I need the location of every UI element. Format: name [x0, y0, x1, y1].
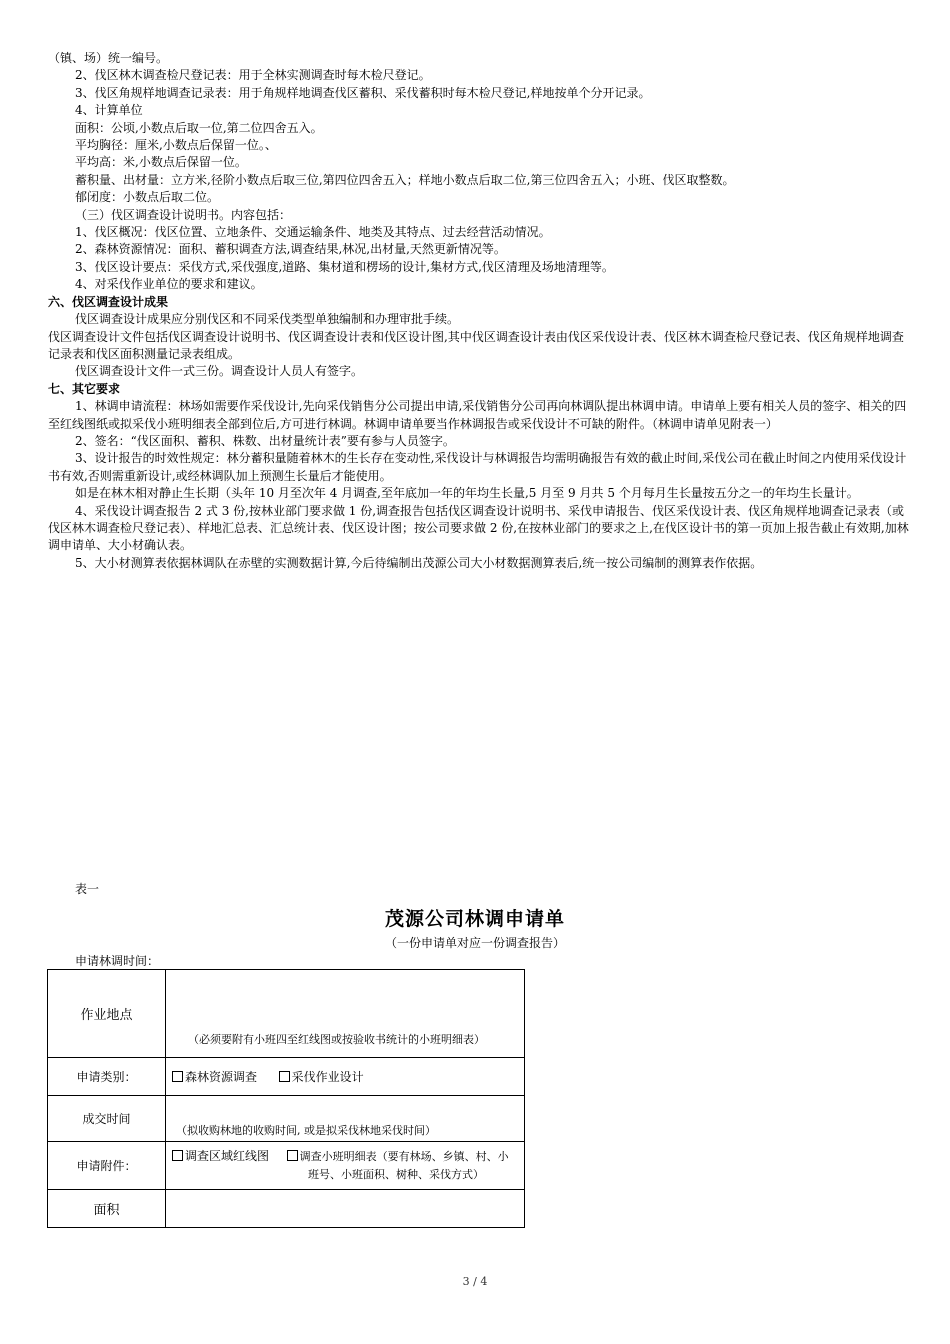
section-heading: 六、伐区调查设计成果: [48, 294, 169, 309]
application-type-label: 申请类别：: [48, 1058, 166, 1096]
paragraph: 伐区调查设计文件一式三份。调查设计人员人有签字。: [75, 364, 364, 379]
table-row: [48, 1096, 525, 1142]
section-heading: 七、其它要求: [48, 381, 121, 396]
deal-time-label: 成交时间: [48, 1096, 166, 1142]
paragraph: 2、伐区林木调查检尺登记表：用于全林实测调查时每木检尺登记。: [75, 68, 431, 83]
paragraph: 2、签名：“伐区面积、蓄积、株数、出材量统计表”要有参与人员签字。: [75, 433, 455, 448]
work-location-label: 作业地点: [48, 970, 166, 1058]
checkbox-icon[interactable]: [172, 1150, 183, 1161]
paragraph: 蓄积量、出材量：立方米,径阶小数点后取三位,第四位四舍五入；样地小数点后取二位,第三位四舍五入；小班、伐区取整数。: [75, 172, 735, 187]
paragraph: 面积：公顷,小数点后取一位,第二位四舍五入。: [75, 120, 323, 135]
paragraph: 如是在林木相对静止生长期（头年 10 月至次年 4 月调查,至年底加一年的年均生长量,5 月至 9 月共 5 个月每月生长量按五分之一的年均生长量计。: [75, 486, 859, 501]
paragraph: 2、森林资源情况：面积、蓄积调查方法,调查结果,林况,出材量,天然更新情况等。: [75, 242, 506, 257]
page-number: 3 / 4: [462, 1275, 488, 1288]
paragraph: 4、对采伐作业单位的要求和建议。: [75, 277, 263, 292]
option-stand-list-cont: 班号、小班面积、树种、采伐方式）: [308, 1168, 484, 1181]
form-title: 茂源公司林调申请单: [384, 908, 565, 930]
paragraph: 3、伐区设计要点：采伐方式,采伐强度,道路、集材道和楞场的设计,集材方式,伐区清理及场地清理等。: [75, 259, 614, 274]
attachments-cell: [166, 1142, 525, 1190]
area-cell[interactable]: [166, 1190, 525, 1228]
paragraph: 伐区调查设计文件包括伐区调查设计说明书、伐区调查设计表和伐区设计图,其中伐区调查设计表由伐区采伐设计表、伐区林木调查检尺登记表、伐区角规样地调查记录表和伐区面积测量记录表组成。: [48, 329, 904, 361]
deal-time-cell[interactable]: [166, 1096, 525, 1142]
deal-time-note: （拟收购林地的收购时间, 或是拟采伐林地采伐时间）: [176, 1124, 436, 1137]
table-row: [48, 970, 525, 1058]
paragraph: 4、采伐设计调查报告 2 式 3 份,按林业部门要求做 1 份,调查报告包括伐区调查设计说明书、采伐申请报告、伐区采伐设计表、伐区角规样地调查记录表（或伐区林木调查检尺登记表）、样地汇总表、汇总统计表、伐区设计图；按公司要求做 2 份,在按林业部门的要求之上,在伐区设计书的第一页加上报告截止有效期,加林调申请单、大小材确认表。: [48, 503, 909, 553]
document-body: [48, 50, 910, 572]
application-type-cell: [166, 1058, 525, 1096]
paragraph: 1、林调申请流程：林场如需要作采伐设计,先向采伐销售分公司提出申请,采伐销售分公司再向林调队提出林调申请。申请单上要有相关人员的签字、相关的四至红线图纸或拟采伐小班明细表全部到位后,方可进行林调。林调申请单要当作林调报告或采伐设计不可缺的附件。（林调申请单见附表一）: [48, 399, 907, 431]
paragraph: （三）伐区调查设计说明书。内容包括：: [75, 207, 292, 222]
paragraph: 5、大小材测算表依据林调队在赤壁的实测数据计算,今后待编制出茂源公司大小材数据测算表后,统一按公司编制的测算表作依据。: [75, 555, 763, 570]
work-location-note: （必须要附有小班四至红线图或按验收书统计的小班明细表）: [188, 1033, 485, 1046]
paragraph: 3、设计报告的时效性规定：林分蓄积量随着林木的生长存在变动性,采伐设计与林调报告均需明确报告有效的截止时间,采伐公司在截止时间之内使用采伐设计书有效,否则需重新设计,或经林调队加上预测生长量后才能使用。: [48, 451, 907, 483]
table-row: [48, 1142, 525, 1190]
option-redline-map[interactable]: 调查区域红线图: [185, 1149, 270, 1163]
area-label: 面积: [48, 1190, 166, 1228]
checkbox-icon[interactable]: [172, 1071, 183, 1082]
checkbox-icon[interactable]: [279, 1071, 290, 1082]
paragraph: 4、计算单位: [75, 103, 143, 118]
table-row: [48, 1190, 525, 1228]
option-stand-list[interactable]: 调查小班明细表（要有林场、乡镇、村、小: [299, 1150, 509, 1163]
work-location-cell[interactable]: [166, 970, 525, 1058]
table-row: [48, 1058, 525, 1096]
paragraph: （镇、场）统一编号。: [48, 51, 169, 65]
attachments-label: 申请附件：: [48, 1142, 166, 1190]
paragraph: 平均胸径：厘米,小数点后保留一位。、: [75, 138, 277, 153]
application-form-table: [47, 969, 525, 1228]
apply-time-label: 申请林调时间：: [75, 954, 160, 968]
paragraph: 郁闭度：小数点后取二位。: [75, 190, 220, 205]
paragraph: 伐区调查设计成果应分别伐区和不同采伐类型单独编制和办理审批手续。: [75, 312, 460, 327]
table-label: 表一: [75, 882, 100, 896]
paragraph: 平均高：米,小数点后保留一位。: [75, 155, 247, 170]
option-harvest-design[interactable]: 采伐作业设计: [291, 1070, 364, 1084]
paragraph: 3、伐区角规样地调查记录表：用于角规样地调查伐区蓄积、采伐蓄积时每木检尺登记,样地按单个分开记录。: [75, 85, 651, 100]
form-subtitle: （一份申请单对应一份调查报告）: [384, 936, 565, 950]
paragraph: 1、伐区概况：伐区位置、立地条件、交通运输条件、地类及其特点、过去经营活动情况。: [75, 225, 551, 240]
checkbox-icon[interactable]: [287, 1150, 298, 1161]
option-forest-survey[interactable]: 森林资源调查: [185, 1070, 258, 1084]
